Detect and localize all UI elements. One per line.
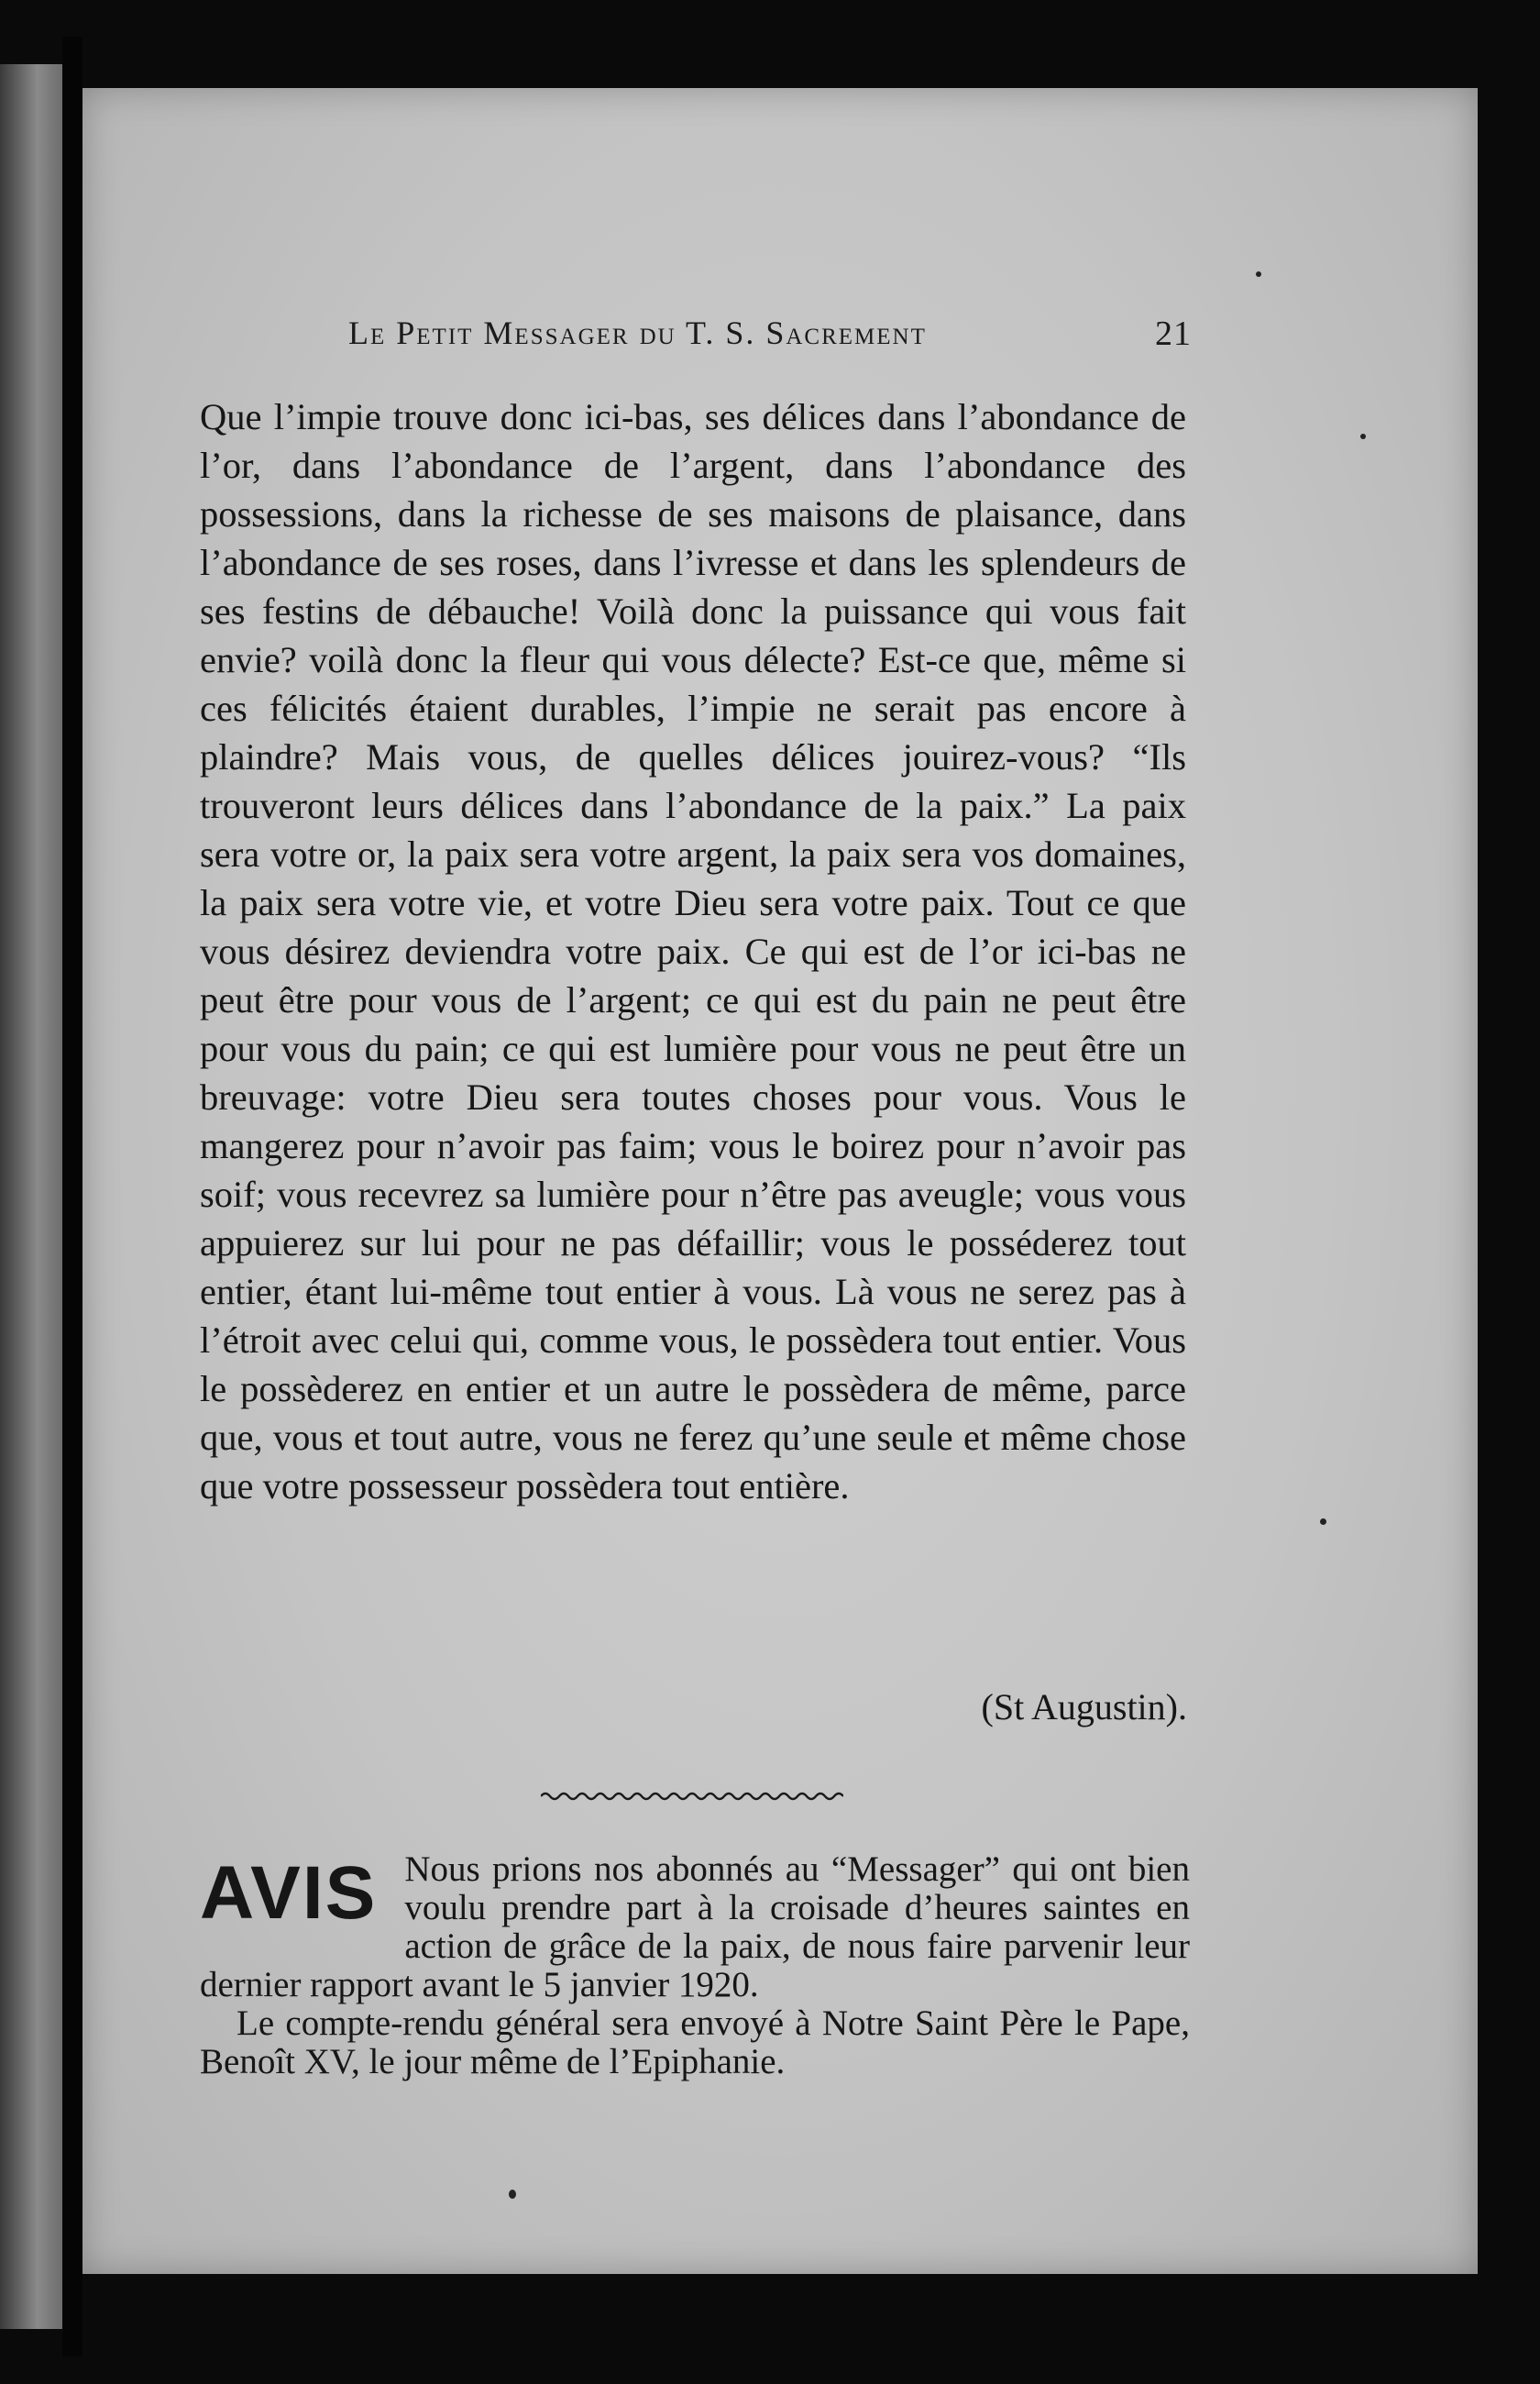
notice-paragraph-2: Le compte-rendu général sera envoyé à Notre Saint Père le Pape, Benoît XV, le jour même de l’Epiphanie. (200, 2003, 1190, 2081)
running-title: Le Petit Messager du T. S. Sacrement (348, 315, 927, 351)
main-paragraph: Que l’impie trouve donc ici-bas, ses délices dans l’abondance de l’or, dans l’abondance de l’argent, dans l’abondance des possessions, dans la richesse de ses maisons de plaisance, dans l’abondance de ses roses, dans l’ivresse et dans les splendeurs de ses festins de débauche! Voilà donc la puissance qui vous fait envie? voilà donc la fleur qui vous délecte? Est-ce que, même si ces félicités étaient durables, l’impie ne serait pas encore à plaindre? Mais vous, de quelles délices jouirez-vous? “Ils trouveront leurs délices dans l’abondance de la paix.” La paix sera votre or, la paix sera votre argent, la paix sera vos domaines, la paix sera votre vie, et votre Dieu sera votre paix. Tout ce que vous désirez deviendra votre paix. Ce qui est de l’or ici-bas ne peut être pour vous de l’argent; ce qui est du pain ne peut être pour vous du pain; ce qui est lumière pour vous ne peut être un breuvage: votre Dieu sera toutes choses pour vous. Vous le mangerez pour n’avoir pas faim; vous le boirez pour n’avoir pas soif; vous recevrez sa lumière pour n’être pas aveugle; vous vous appuierez sur lui pour ne pas défaillir; vous le posséderez tout entier, étant lui-même tout entier à vous. Là vous ne serez pas à l’étroit avec celui qui, comme vous, le possèdera tout entier. Vous le possèderez en entier et un autre le possèdera de même, parce que, vous et tout autre, vous ne ferez qu’une seule et même chose que votre possesseur possèdera tout entière. (200, 396, 1186, 1507)
notice-section (200, 1850, 1190, 2081)
main-text (200, 392, 1186, 1510)
paper-speck (1320, 1518, 1326, 1525)
notice-heading: AVIS (200, 1851, 378, 1935)
wavy-rule-ornament (541, 1788, 843, 1805)
facing-page-edge (0, 64, 62, 2329)
running-header (348, 314, 1192, 369)
paper-speck (509, 2190, 516, 2199)
signature: (St Augustin). (981, 1686, 1187, 1727)
paper-speck (1256, 271, 1261, 277)
book-spine (62, 37, 82, 2356)
notice-paragraph-1: Nous prions nos abonnés au “Messager” qui ont bien voulu prendre part à la croisade d’heures saintes en action de grâce de la paix, de nous faire parvenir leur dernier rapport avant le 5 janvier 1920. (200, 1849, 1190, 2004)
paper-speck (1360, 434, 1366, 439)
page-number: 21 (1155, 315, 1192, 353)
